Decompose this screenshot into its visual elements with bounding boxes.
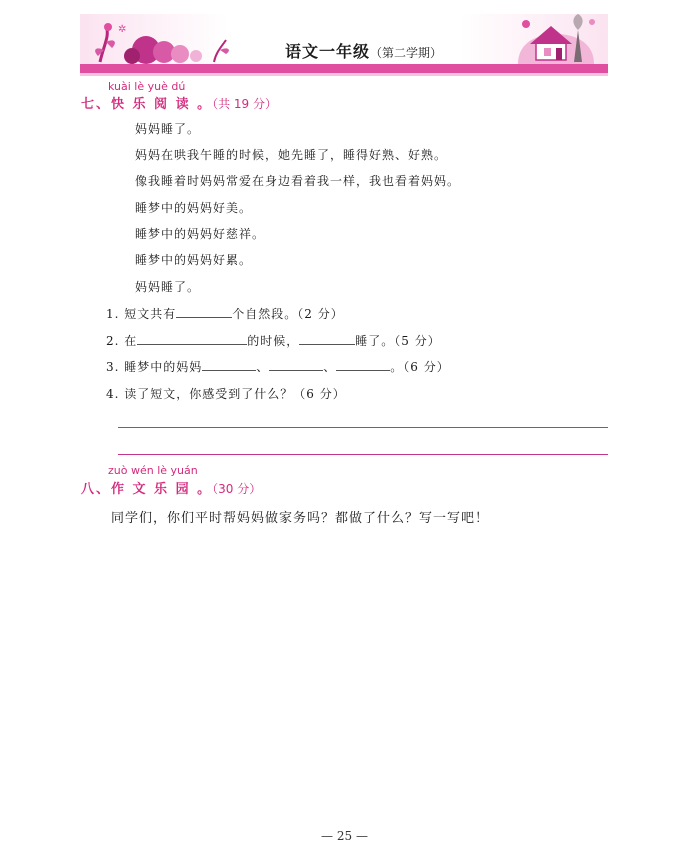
- section8-title: 八、作 文 乐 园 。: [81, 482, 213, 497]
- question-2-prefix: 2. 在: [106, 334, 138, 348]
- question-3-blank-1[interactable]: [202, 358, 256, 371]
- section8-heading: [81, 478, 261, 497]
- question-3: [106, 358, 450, 375]
- question-3-suffix: 。（6 分）: [390, 360, 450, 374]
- section7-title: 七、快 乐 阅 读 。: [81, 97, 213, 112]
- answer-line-2[interactable]: [118, 454, 608, 455]
- page-number: — 25 —: [321, 829, 368, 843]
- poem-line-2: 妈妈在哄我午睡的时候，她先睡了，睡得好熟、好熟。: [135, 148, 448, 162]
- poem-line-5: 睡梦中的妈妈好慈祥。: [135, 227, 266, 241]
- section7-score: （共 19 分）: [212, 97, 278, 111]
- poem-line-3: 像我睡着时妈妈常爱在身边看着我一样，我也看着妈妈。: [135, 174, 461, 188]
- question-1-blank[interactable]: [176, 305, 232, 318]
- question-1: [106, 305, 344, 322]
- poem-line-6: 睡梦中的妈妈好累。: [135, 253, 253, 267]
- question-2-middle: 的时候，: [247, 334, 300, 348]
- poem-line-4: 睡梦中的妈妈好美。: [135, 201, 253, 215]
- question-1-suffix: 个自然段。（2 分）: [232, 307, 344, 321]
- question-2-blank-time[interactable]: [137, 332, 247, 345]
- header-stripe-light: [80, 73, 608, 76]
- question-2: [106, 332, 441, 349]
- question-4: 4. 读了短文，你感受到了什么？（6 分）: [106, 387, 346, 401]
- composition-prompt: 同学们，你们平时帮妈妈做家务吗？都做了什么？写一写吧！: [111, 511, 490, 526]
- poem-line-1: 妈妈睡了。: [135, 122, 201, 136]
- question-1-prefix: 1. 短文共有: [106, 307, 177, 321]
- question-3-prefix: 3. 睡梦中的妈妈: [106, 360, 203, 374]
- question-3-blank-3[interactable]: [336, 358, 390, 371]
- question-2-blank-who[interactable]: [299, 332, 355, 345]
- section8-score: （30 分）: [212, 482, 262, 496]
- question-3-sep-1: 、: [256, 360, 270, 374]
- question-3-sep-2: 、: [323, 360, 337, 374]
- answer-line-1[interactable]: [118, 427, 608, 428]
- section7-pinyin: kuài lè yuè dú: [108, 80, 186, 93]
- poem-line-7: 妈妈睡了。: [135, 280, 201, 294]
- svg-text:✲: ✲: [118, 24, 127, 35]
- header-title: [285, 39, 442, 62]
- flower-decoration-icon: [86, 22, 236, 66]
- question-2-suffix: 睡了。（5 分）: [355, 334, 441, 348]
- house-decoration-icon: [508, 12, 604, 66]
- section7-heading: [81, 93, 277, 112]
- term-subtitle: （第二学期）: [370, 46, 443, 60]
- question-3-blank-2[interactable]: [269, 358, 323, 371]
- section8-pinyin: zuò wén lè yuán: [108, 464, 198, 477]
- grade-title: 语文一年级: [285, 42, 371, 61]
